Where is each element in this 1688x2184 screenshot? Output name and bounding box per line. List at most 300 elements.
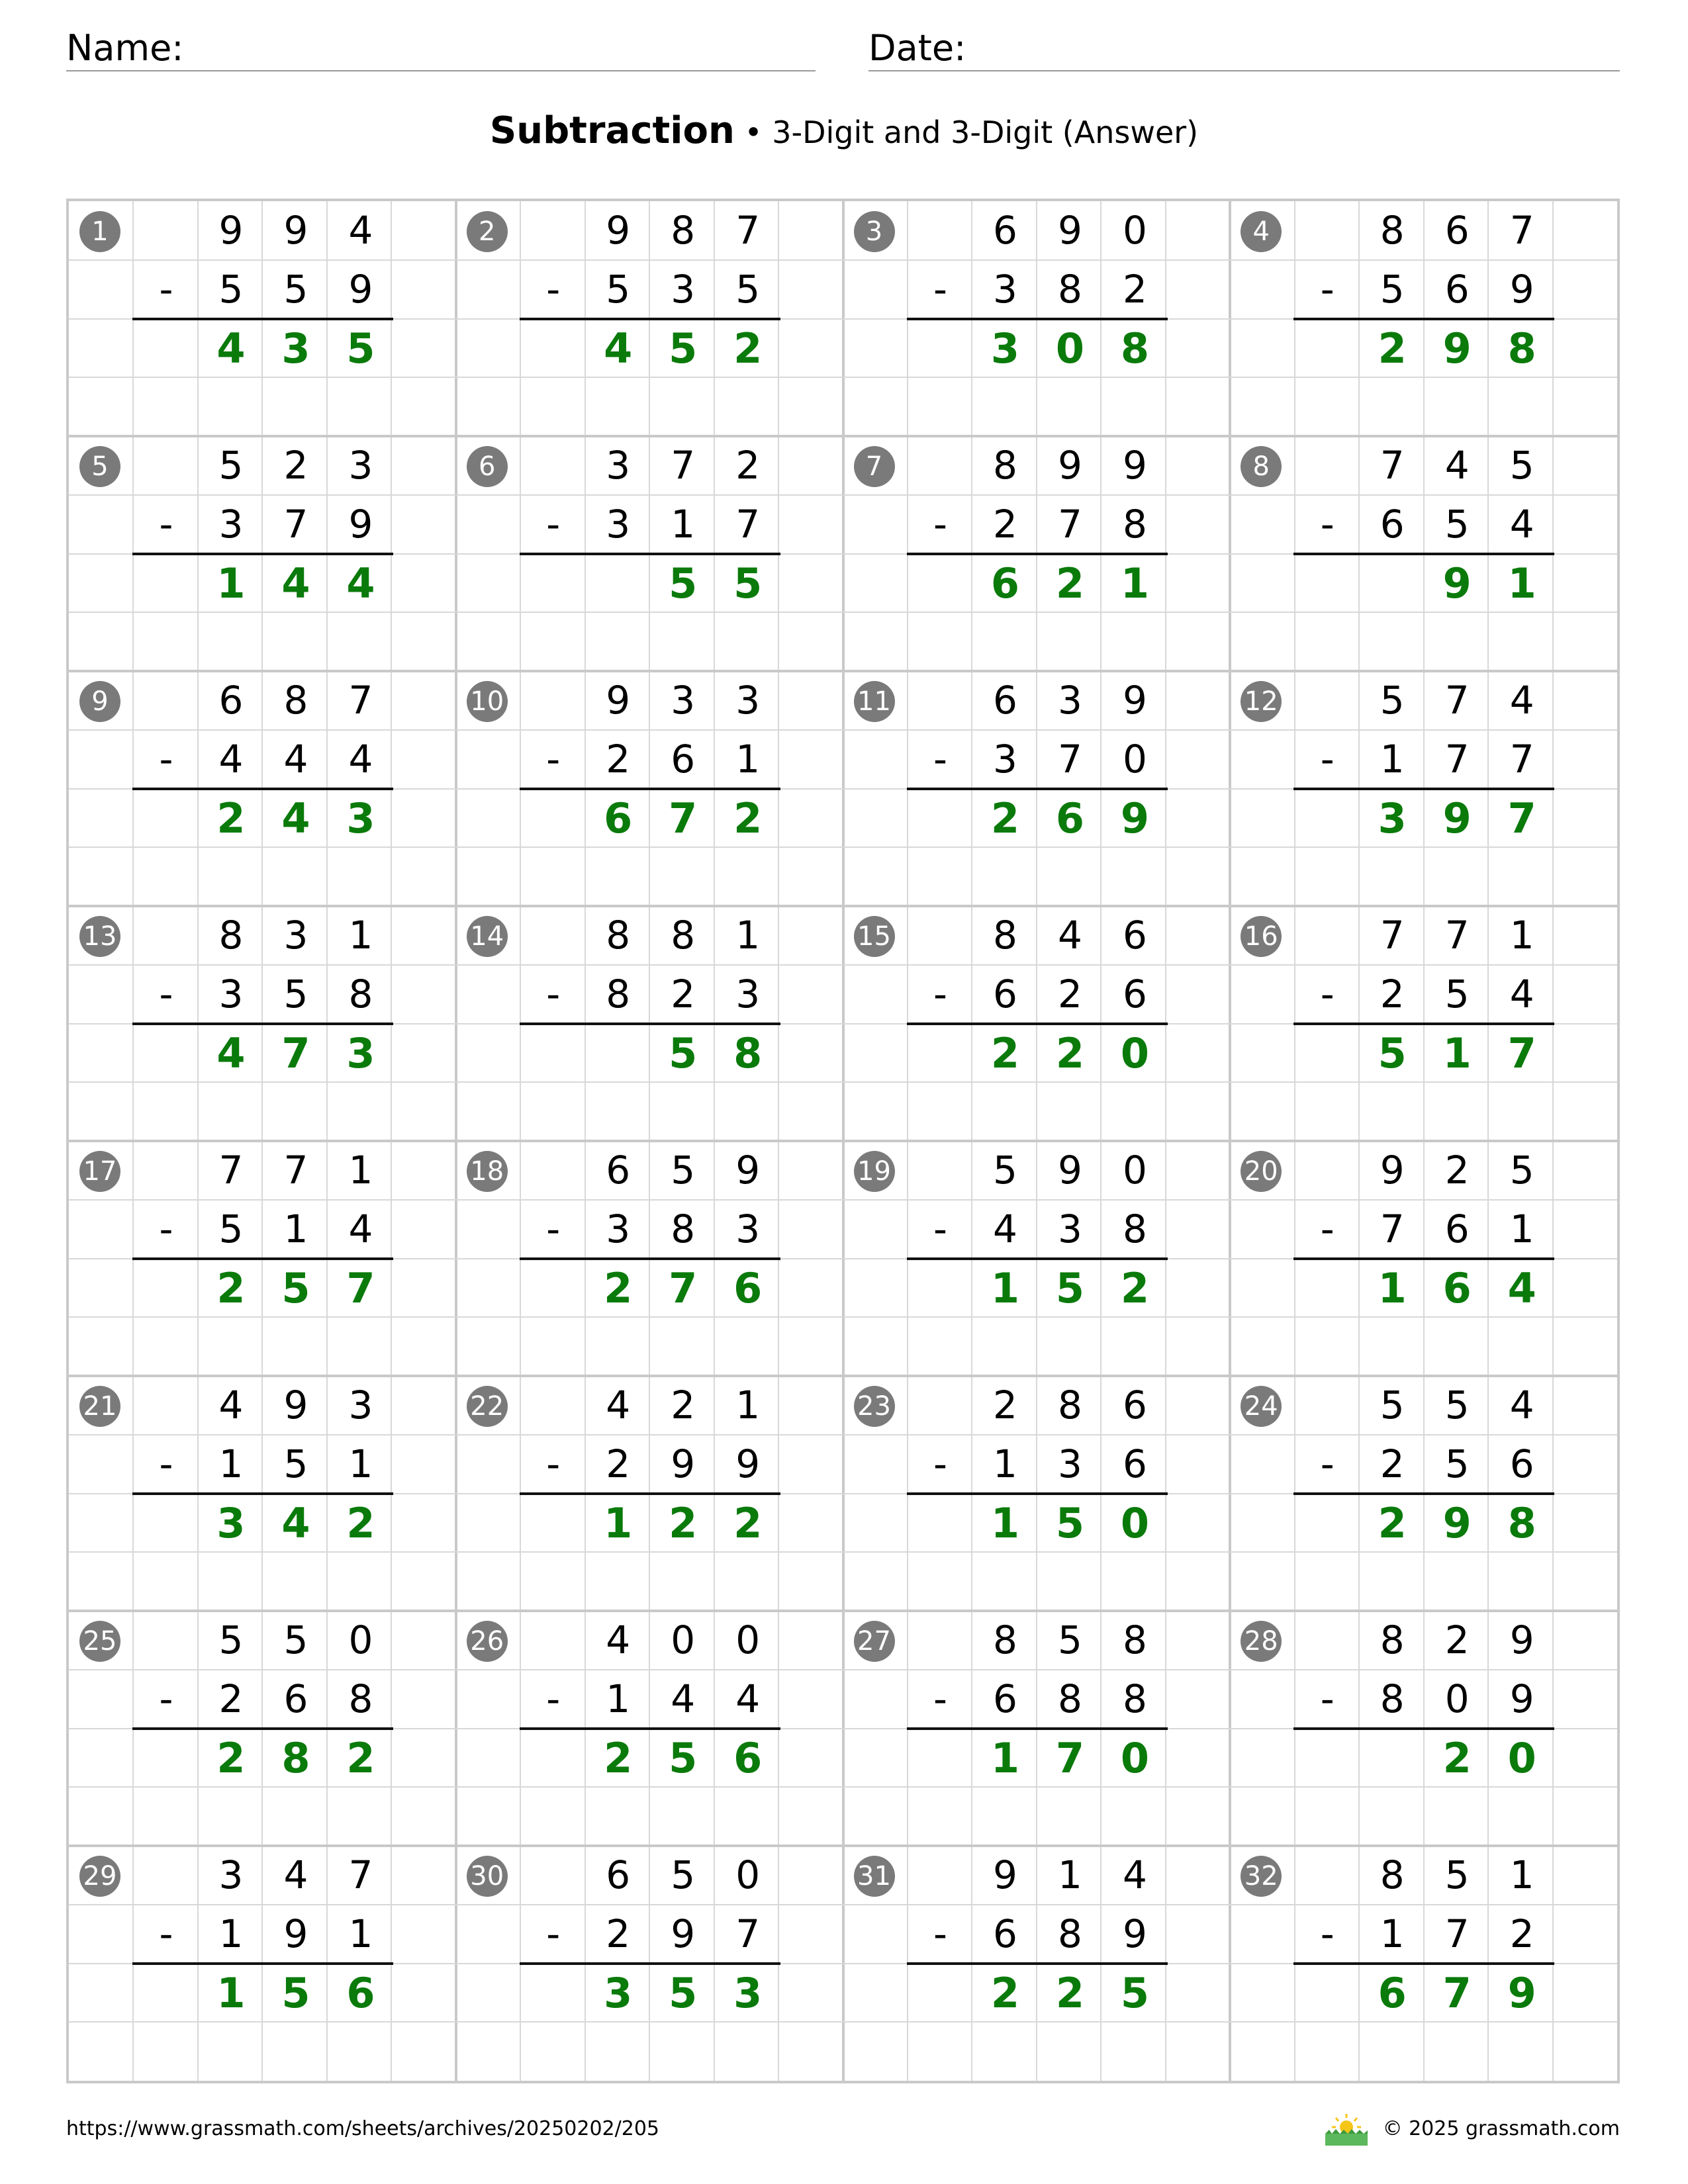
minus-sign: - (1320, 1676, 1335, 1721)
minus-sign: - (546, 1676, 561, 1721)
answer-digit: 4 (216, 1029, 246, 1077)
minuend-digit: 1 (348, 913, 373, 958)
name-field[interactable] (66, 26, 816, 71)
minuend-digit: 9 (1509, 1617, 1534, 1662)
answer-line (132, 1023, 393, 1025)
problem-29 (69, 1846, 457, 2081)
minuend-digit: 5 (218, 443, 244, 488)
minuend-digit: 3 (348, 1383, 373, 1428)
problem-number-badge: 31 (854, 1856, 895, 1897)
minus-sign: - (159, 1206, 173, 1251)
minus-sign: - (933, 502, 947, 547)
problem-number-badge: 27 (854, 1621, 895, 1662)
problem-number-badge: 2 (467, 211, 508, 252)
minus-sign: - (159, 502, 173, 547)
subtrahend-digit: 7 (1444, 1911, 1470, 1956)
answer-digit: 1 (1120, 559, 1150, 608)
minuend-digit: 7 (671, 443, 696, 488)
minuend-digit: 2 (1444, 1148, 1470, 1193)
minus-sign: - (159, 267, 173, 312)
problem-number-badge: 28 (1241, 1621, 1282, 1662)
subtrahend-digit: 1 (993, 1441, 1017, 1486)
minus-sign: - (933, 1911, 947, 1956)
minus-sign: - (1320, 267, 1335, 312)
answer-digit: 5 (1120, 1969, 1150, 2017)
minuend-digit: 3 (1058, 678, 1082, 723)
minuend-digit: 4 (1123, 1852, 1147, 1897)
answer-digit: 1 (216, 559, 246, 608)
minuend-digit: 2 (1444, 1617, 1470, 1662)
answer-digit (586, 554, 651, 613)
subtrahend-digit: 5 (283, 267, 308, 312)
answer-digit: 9 (1120, 794, 1150, 842)
problem-number-badge: 11 (854, 681, 895, 722)
minuend-digit: 2 (735, 443, 761, 488)
answer-digit (586, 1024, 651, 1083)
answer-digit: 2 (216, 1734, 246, 1782)
minus-sign: - (159, 737, 173, 782)
answer-digit: 5 (1055, 1499, 1085, 1547)
minuend-digit: 0 (1123, 208, 1147, 253)
answer-line (132, 1962, 393, 1965)
problem-2 (456, 201, 844, 437)
answer-digit: 1 (990, 1499, 1020, 1547)
minuend-digit: 7 (1509, 208, 1534, 253)
problem-7 (843, 436, 1231, 672)
minuend-digit: 6 (993, 208, 1017, 253)
minuend-digit: 6 (993, 678, 1017, 723)
subtrahend-digit: 6 (993, 1676, 1017, 1721)
answer-digit: 3 (281, 324, 310, 373)
subtrahend-digit: 8 (1058, 1676, 1082, 1721)
problem-number-badge: 16 (1241, 916, 1282, 957)
answer-digit: 2 (733, 324, 763, 373)
answer-digit: 4 (216, 324, 246, 373)
minus-sign: - (546, 1206, 561, 1251)
subtrahend-digit: 2 (993, 502, 1017, 547)
answer-line (1293, 1962, 1554, 1965)
subtrahend-digit: 3 (1058, 1441, 1082, 1486)
answer-digit: 4 (281, 559, 310, 608)
problem-26 (456, 1611, 844, 1846)
answer-digit (1360, 554, 1425, 613)
subtrahend-digit: 8 (1123, 1206, 1147, 1251)
minuend-digit: 3 (606, 443, 631, 488)
minuend-digit: 0 (671, 1617, 696, 1662)
footer-url[interactable]: https://www.grassmath.com/sheets/archives/20250202/205 (66, 2117, 660, 2140)
subtrahend-digit: 8 (1058, 267, 1082, 312)
subtrahend-digit: 5 (1444, 972, 1470, 1017)
answer-digit: 1 (604, 1499, 633, 1547)
minuend-digit: 3 (348, 443, 373, 488)
subtrahend-digit: 8 (1380, 1676, 1405, 1721)
minuend-digit: 7 (735, 208, 761, 253)
answer-digit: 2 (216, 794, 246, 842)
answer-line (1293, 1727, 1554, 1730)
minus-sign: - (1320, 1441, 1335, 1486)
subtrahend-digit: 8 (1123, 1676, 1147, 1721)
minuend-digit: 1 (1058, 1852, 1082, 1897)
subtrahend-digit: 7 (1444, 737, 1470, 782)
answer-digit: 5 (669, 1734, 698, 1782)
minuend-digit: 8 (671, 913, 696, 958)
answer-line (132, 1257, 393, 1260)
answer-digit: 0 (1507, 1734, 1536, 1782)
minuend-digit: 9 (218, 208, 244, 253)
subtrahend-digit: 1 (218, 1441, 244, 1486)
problem-grid (66, 199, 1620, 2083)
problem-25 (69, 1611, 457, 1846)
problem-number-badge: 24 (1241, 1386, 1282, 1427)
subtrahend-digit: 6 (671, 737, 696, 782)
subtrahend-digit: 9 (348, 267, 373, 312)
minuend-digit: 7 (1380, 443, 1405, 488)
minus-sign: - (159, 972, 173, 1017)
subtrahend-digit: 9 (283, 1911, 308, 1956)
minuend-digit: 1 (735, 913, 761, 958)
answer-digit: 9 (1442, 794, 1472, 842)
minuend-digit: 6 (1123, 913, 1147, 958)
subtrahend-digit: 3 (735, 1206, 761, 1251)
problem-22 (456, 1376, 844, 1612)
answer-digit: 8 (1507, 324, 1536, 373)
answer-digit: 3 (346, 794, 375, 842)
answer-line (907, 788, 1168, 790)
subtrahend-digit: 5 (1444, 1441, 1470, 1486)
minuend-digit: 5 (1444, 1852, 1470, 1897)
minuend-digit: 8 (606, 913, 631, 958)
answer-digit: 7 (346, 1264, 375, 1312)
minuend-digit: 5 (1509, 443, 1534, 488)
answer-digit: 8 (1507, 1499, 1536, 1547)
subtrahend-digit: 2 (1380, 1441, 1405, 1486)
subtrahend-digit: 5 (606, 267, 631, 312)
answer-digit: 5 (669, 324, 698, 373)
minuend-digit: 9 (1058, 208, 1082, 253)
answer-line (907, 1492, 1168, 1495)
answer-line (132, 1727, 393, 1730)
answer-digit: 2 (733, 794, 763, 842)
subtrahend-digit: 1 (218, 1911, 244, 1956)
minuend-digit: 2 (993, 1383, 1017, 1428)
answer-digit: 4 (604, 324, 633, 373)
subtrahend-digit: 4 (671, 1676, 696, 1721)
minuend-digit: 4 (1058, 913, 1082, 958)
answer-digit: 0 (1120, 1734, 1150, 1782)
problem-number-badge: 14 (467, 916, 508, 957)
problem-30 (456, 1846, 844, 2081)
problem-number-badge: 18 (467, 1151, 508, 1192)
problem-number-badge: 22 (467, 1386, 508, 1427)
subtrahend-digit: 1 (1509, 1206, 1534, 1251)
subtrahend-digit: 9 (671, 1441, 696, 1486)
minuend-digit: 7 (348, 1852, 373, 1897)
minuend-digit: 0 (735, 1617, 761, 1662)
subtrahend-digit: 5 (218, 267, 244, 312)
minuend-digit: 4 (606, 1383, 631, 1428)
answer-digit: 1 (990, 1734, 1020, 1782)
minuend-digit: 5 (993, 1148, 1017, 1193)
answer-digit: 1 (1507, 559, 1536, 608)
answer-line (1293, 553, 1554, 555)
subtrahend-digit: 7 (1509, 737, 1534, 782)
minuend-digit: 8 (1123, 1617, 1147, 1662)
minuend-digit: 4 (283, 1852, 308, 1897)
answer-digit: 2 (990, 794, 1020, 842)
subtrahend-digit: 1 (348, 1911, 373, 1956)
subtrahend-digit: 4 (735, 1676, 761, 1721)
subtrahend-digit: 4 (348, 1206, 373, 1251)
answer-digit: 7 (1442, 1969, 1472, 2017)
answer-digit: 6 (604, 794, 633, 842)
problem-number-badge: 9 (79, 681, 120, 722)
minuend-digit: 7 (218, 1148, 244, 1193)
minus-sign: - (159, 1441, 173, 1486)
minus-sign: - (933, 1206, 947, 1251)
problem-number-badge: 20 (1241, 1151, 1282, 1192)
answer-digit: 4 (281, 794, 310, 842)
problem-number-badge: 19 (854, 1151, 895, 1192)
minuend-digit: 7 (1444, 913, 1470, 958)
answer-digit: 3 (346, 1029, 375, 1077)
problem-number-badge: 25 (79, 1621, 120, 1662)
minuend-digit: 4 (1444, 443, 1470, 488)
minus-sign: - (546, 972, 561, 1017)
answer-digit: 4 (346, 559, 375, 608)
subtrahend-digit: 8 (671, 1206, 696, 1251)
answer-digit: 5 (281, 1969, 310, 2017)
minuend-digit: 4 (1509, 678, 1534, 723)
minus-sign: - (1320, 972, 1335, 1017)
minuend-digit: 0 (348, 1617, 373, 1662)
answer-digit: 9 (1442, 1499, 1472, 1547)
subtrahend-digit: 3 (993, 267, 1017, 312)
subtrahend-digit: 8 (1058, 1911, 1082, 1956)
problem-32 (1230, 1846, 1618, 2081)
subtrahend-digit: 3 (671, 267, 696, 312)
answer-digit: 6 (1378, 1969, 1407, 2017)
minus-sign: - (546, 502, 561, 547)
problem-number-badge: 6 (467, 446, 508, 487)
footer-copyright: © 2025 grassmath.com (1382, 2117, 1620, 2140)
answer-digit: 9 (1442, 324, 1472, 373)
minuend-digit: 8 (218, 913, 244, 958)
problem-4 (1230, 201, 1618, 437)
minuend-digit: 5 (671, 1148, 696, 1193)
problem-9 (69, 671, 457, 907)
date-field[interactable] (868, 26, 1620, 71)
subtrahend-digit: 0 (1123, 737, 1147, 782)
problem-number-badge: 21 (79, 1386, 120, 1427)
subtrahend-digit: 1 (606, 1676, 631, 1721)
subtrahend-digit: 6 (1123, 1441, 1147, 1486)
answer-line (520, 788, 780, 790)
problem-number-badge: 15 (854, 916, 895, 957)
answer-digit: 2 (604, 1734, 633, 1782)
answer-digit: 2 (733, 1499, 763, 1547)
answer-digit: 2 (1120, 1264, 1150, 1312)
problem-number-badge: 3 (854, 211, 895, 252)
minuend-digit: 0 (1123, 1148, 1147, 1193)
subtrahend-digit: 1 (283, 1206, 308, 1251)
answer-digit: 9 (1507, 1969, 1536, 2017)
answer-line (1293, 318, 1554, 320)
answer-digit: 3 (990, 324, 1020, 373)
answer-digit: 5 (669, 1029, 698, 1077)
answer-line (1293, 1492, 1554, 1495)
minuend-digit: 2 (671, 1383, 696, 1428)
subtrahend-digit: 0 (1444, 1676, 1470, 1721)
problem-13 (69, 906, 457, 1142)
subtrahend-digit: 9 (1123, 1911, 1147, 1956)
answer-digit: 1 (216, 1969, 246, 2017)
problem-3 (843, 201, 1231, 437)
minuend-digit: 5 (1509, 1148, 1534, 1193)
answer-digit: 7 (669, 1264, 698, 1312)
problem-28 (1230, 1611, 1618, 1846)
answer-digit: 8 (733, 1029, 763, 1077)
problem-16 (1230, 906, 1618, 1142)
answer-digit: 2 (1055, 1029, 1085, 1077)
problem-20 (1230, 1141, 1618, 1377)
subtrahend-digit: 7 (283, 502, 308, 547)
answer-line (1293, 1257, 1554, 1260)
minuend-digit: 6 (1444, 208, 1470, 253)
subtrahend-digit: 3 (218, 502, 244, 547)
minuend-digit: 9 (283, 1383, 308, 1428)
minuend-digit: 0 (735, 1852, 761, 1897)
subtrahend-digit: 3 (735, 972, 761, 1017)
subtrahend-digit: 2 (606, 1911, 631, 1956)
subtrahend-digit: 6 (993, 972, 1017, 1017)
minuend-digit: 1 (348, 1148, 373, 1193)
answer-digit: 2 (346, 1734, 375, 1782)
answer-line (907, 1023, 1168, 1025)
problem-number-badge: 10 (467, 681, 508, 722)
answer-digit: 6 (346, 1969, 375, 2017)
problem-6 (456, 436, 844, 672)
answer-digit: 5 (733, 559, 763, 608)
minuend-digit: 5 (283, 1617, 308, 1662)
minuend-digit: 9 (1123, 678, 1147, 723)
minuend-digit: 3 (283, 913, 308, 958)
minuend-digit: 7 (348, 678, 373, 723)
date-label: Date: (868, 27, 966, 69)
answer-line (520, 1257, 780, 1260)
minuend-digit: 4 (218, 1383, 244, 1428)
minuend-digit: 4 (348, 208, 373, 253)
minuend-digit: 9 (606, 208, 631, 253)
minus-sign: - (546, 737, 561, 782)
subtrahend-digit: 4 (993, 1206, 1017, 1251)
answer-digit: 6 (733, 1264, 763, 1312)
minuend-digit: 5 (1380, 678, 1405, 723)
minuend-digit: 6 (606, 1148, 631, 1193)
subtrahend-digit: 4 (283, 737, 308, 782)
minus-sign: - (546, 267, 561, 312)
problem-10 (456, 671, 844, 907)
problem-number-badge: 13 (79, 916, 120, 957)
subtrahend-digit: 7 (735, 1911, 761, 1956)
problem-number-badge: 30 (467, 1856, 508, 1897)
subtrahend-digit: 7 (1380, 1206, 1405, 1251)
answer-digit: 1 (1442, 1029, 1472, 1077)
minuend-digit: 1 (1509, 913, 1534, 958)
answer-line (907, 1962, 1168, 1965)
problem-27 (843, 1611, 1231, 1846)
minuend-digit: 8 (283, 678, 308, 723)
answer-digit: 5 (669, 559, 698, 608)
answer-line (520, 318, 780, 320)
problem-number-badge: 7 (854, 446, 895, 487)
minuend-digit: 1 (735, 1383, 761, 1428)
subtrahend-digit: 8 (348, 972, 373, 1017)
answer-line (1293, 788, 1554, 790)
minuend-digit: 8 (1380, 1617, 1405, 1662)
answer-digit: 2 (604, 1264, 633, 1312)
subtrahend-digit: 2 (1380, 972, 1405, 1017)
answer-digit: 2 (1442, 1734, 1472, 1782)
minus-sign: - (546, 1441, 561, 1486)
answer-digit: 9 (1442, 559, 1472, 608)
minuend-digit: 4 (1509, 1383, 1534, 1428)
answer-digit: 6 (733, 1734, 763, 1782)
answer-digit: 2 (346, 1499, 375, 1547)
minuend-digit: 9 (735, 1148, 761, 1193)
subtrahend-digit: 8 (1123, 502, 1147, 547)
minuend-digit: 9 (1380, 1148, 1405, 1193)
minus-sign: - (159, 1911, 173, 1956)
subtrahend-digit: 6 (283, 1676, 308, 1721)
minuend-digit: 5 (218, 1617, 244, 1662)
subtrahend-digit: 6 (1509, 1441, 1534, 1486)
problem-number-badge: 29 (79, 1856, 120, 1897)
subtrahend-digit: 4 (1509, 972, 1534, 1017)
answer-digit: 2 (1378, 1499, 1407, 1547)
problem-number-badge: 12 (1241, 681, 1282, 722)
subtrahend-digit: 8 (606, 972, 631, 1017)
answer-digit: 2 (990, 1029, 1020, 1077)
answer-digit: 2 (1055, 1969, 1085, 2017)
minuend-digit: 6 (218, 678, 244, 723)
subtrahend-digit: 5 (735, 267, 761, 312)
subtrahend-digit: 5 (283, 1441, 308, 1486)
answer-line (132, 318, 393, 320)
subtrahend-digit: 4 (218, 737, 244, 782)
name-label: Name: (66, 27, 184, 69)
subtrahend-digit: 9 (348, 502, 373, 547)
minuend-digit: 5 (1444, 1383, 1470, 1428)
minus-sign: - (933, 737, 947, 782)
minus-sign: - (546, 1911, 561, 1956)
answer-line (520, 1492, 780, 1495)
subtrahend-digit: 7 (735, 502, 761, 547)
minus-sign: - (933, 972, 947, 1017)
problem-number-badge: 26 (467, 1621, 508, 1662)
answer-digit: 3 (1378, 794, 1407, 842)
subtrahend-digit: 6 (993, 1911, 1017, 1956)
subtrahend-digit: 4 (348, 737, 373, 782)
minus-sign: - (933, 267, 947, 312)
subtrahend-digit: 8 (348, 1676, 373, 1721)
answer-digit: 5 (281, 1264, 310, 1312)
answer-digit: 7 (1507, 1029, 1536, 1077)
subtrahend-digit: 6 (1123, 972, 1147, 1017)
answer-line (907, 553, 1168, 555)
minuend-digit: 8 (1380, 1852, 1405, 1897)
minuend-digit: 7 (283, 1148, 308, 1193)
subtrahend-digit: 2 (1123, 267, 1147, 312)
